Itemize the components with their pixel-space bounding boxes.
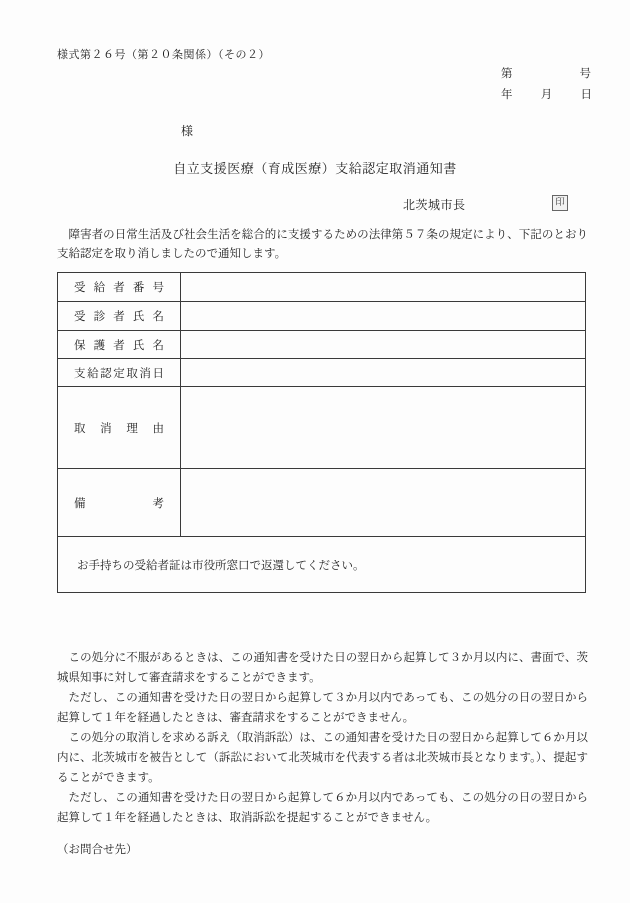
date-month-label: 月 <box>540 89 553 101</box>
doc-number-suffix: 号 <box>579 68 591 80</box>
intro-paragraph: 障害者の日常生活及び社会生活を総合的に支援するための法律第５７条の規定により、下記のとおり支給認定を取り消しましたので通知します。 <box>57 229 588 260</box>
table-row <box>58 359 586 387</box>
row-value-cell <box>181 469 586 537</box>
row-value-cell <box>181 331 586 359</box>
row-label: 取 消 理 由 <box>74 422 164 435</box>
date-line <box>501 86 592 102</box>
row-label-cell <box>58 469 181 537</box>
appeal-paragraph: ただし、この通知書を受けた日の翌日から起算して３か月以内であっても、この処分の日の翌日から起算して１年を経過したときは、審査請求をすることができません。 <box>57 692 588 724</box>
row-label: 受 診 者 氏 名 <box>74 311 164 323</box>
row-value-cell <box>181 273 586 302</box>
seal-mark-icon: 印 <box>552 195 568 211</box>
recipient-info-table <box>57 272 586 593</box>
table-row <box>58 302 586 331</box>
date-day-label: 日 <box>580 89 592 101</box>
row-label: 支給認定取消日 <box>74 367 164 380</box>
appeal-paragraph: ただし、この通知書を受けた日の翌日から起算して６か月以内であっても、この処分の日の翌日から起算して１年を経過したときは、取消訴訟を提起することができません。 <box>57 792 588 824</box>
issuer-name: 北茨城市長 <box>403 198 466 212</box>
row-value-cell <box>181 302 586 331</box>
table-row <box>58 387 586 469</box>
row-value-cell <box>181 359 586 387</box>
table-footer-note: お手持ちの受給者証は市役所窓口で返還してください。 <box>58 537 586 593</box>
row-label: 保 護 者 氏 名 <box>74 339 164 352</box>
row-label: 受 給 者 番 号 <box>74 282 164 294</box>
table-row <box>58 273 586 302</box>
table-row <box>58 469 586 537</box>
row-label-cell <box>58 387 181 469</box>
row-label: 備 考 <box>74 497 164 510</box>
date-year-label: 年 <box>501 89 513 101</box>
addressee-honorific: 様 <box>181 124 194 138</box>
appeal-paragraph: この処分に不服があるときは、この通知書を受けた日の翌日から起算して３か月以内に、書面で、茨城県知事に対して審査請求をすることができます。 <box>57 652 588 684</box>
form-number: 様式第２６号（第２０条関係）（その２） <box>57 49 270 61</box>
table-row <box>58 331 586 359</box>
row-label-cell <box>58 273 181 302</box>
row-label-cell <box>58 359 181 387</box>
page-title: 自立支援医療（育成医療）支給認定取消通知書 <box>173 161 457 176</box>
table-note-row <box>58 537 586 593</box>
row-label-cell <box>58 331 181 359</box>
document-number-line <box>501 65 591 81</box>
appeal-notes <box>57 648 588 828</box>
contact-label: （お問合せ先） <box>57 844 138 856</box>
doc-number-prefix: 第 <box>501 68 513 80</box>
appeal-paragraph: この処分の取消しを求める訴え（取消訴訟）は、この通知書を受けた日の翌日から起算して６か月以内に、北茨城市を被告として（訴訟において北茨城市を代表する者は北茨城市長となります。）、提起することができます。 <box>57 732 588 784</box>
row-label-cell <box>58 302 181 331</box>
row-value-cell <box>181 387 586 469</box>
